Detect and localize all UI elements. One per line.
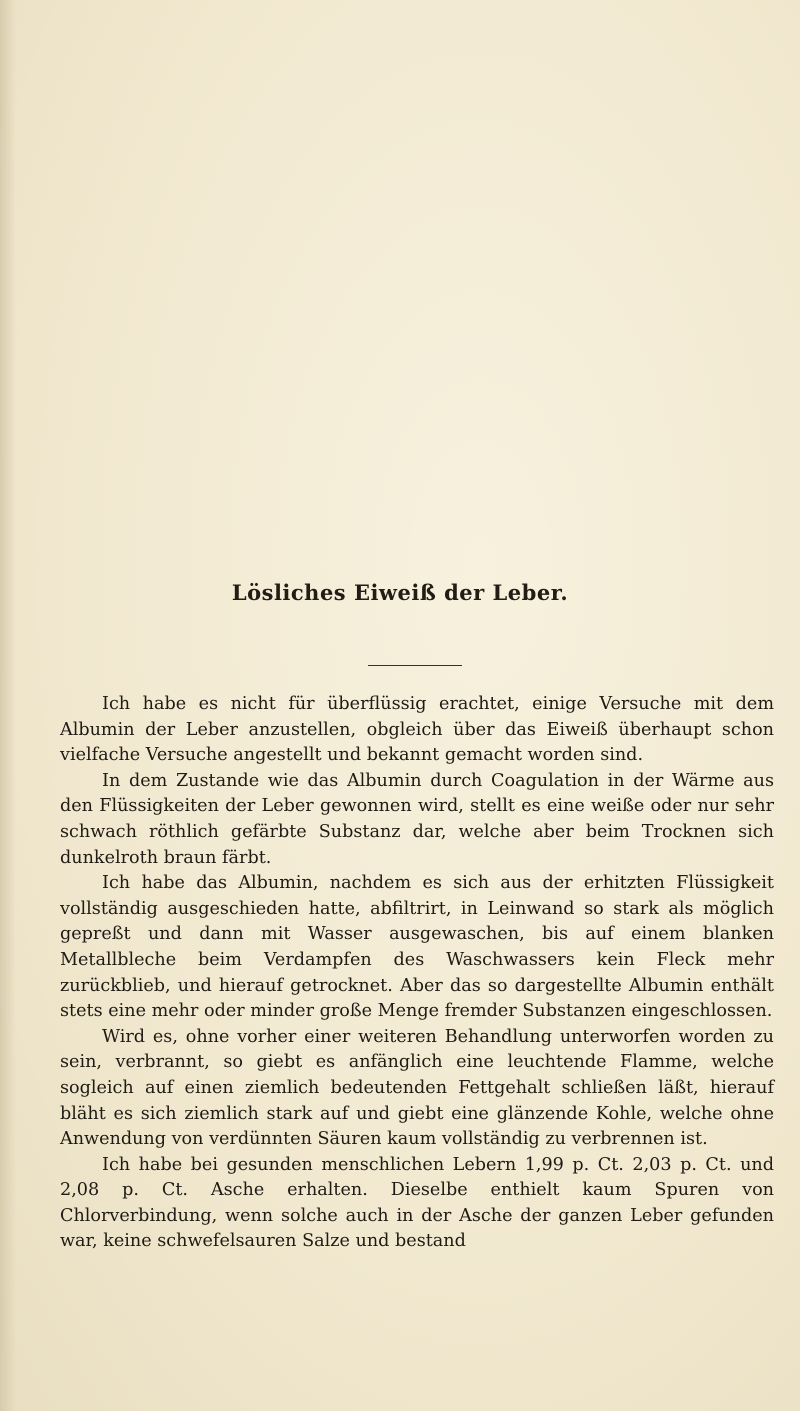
body-text bbox=[60, 692, 774, 1255]
page-gutter-shadow bbox=[0, 0, 16, 1411]
paragraph-3: Ich habe das Albumin, nachdem es sich aus der erhitzten Flüssigkeit vollständig ausgeschieden hatte, abfiltrirt, in Leinwand so stark als möglich gepreßt und dann mit Wasser ausgewaschen, bis auf einem blanken Metallbleche beim Verdampfen des Waschwassers kein Fleck mehr zurückblieb, und hierauf getrocknet. Aber das so dargestellte Albumin enthält stets eine mehr oder minder große Menge fremder Substanzen eingeschlossen. bbox=[60, 873, 774, 1022]
paragraph-2: In dem Zustande wie das Albumin durch Coagulation in der Wärme aus den Flüssigkeiten der Leber gewonnen wird, stellt es eine weiße oder nur sehr schwach röthlich gefärbte Substanz dar, welche aber beim Trocknen sich dunkelroth braun färbt. bbox=[60, 770, 774, 868]
title-rule bbox=[368, 665, 462, 666]
paragraph-5: Ich habe bei gesunden menschlichen Lebern 1,99 p. Ct. 2,03 p. Ct. und 2,08 p. Ct. Asche erhalten. Dieselbe enthielt kaum Spuren von Chlorverbindung, wenn solche auch in der Asche der ganzen Leber gefunden war, keine schwefelsauren Salze und bestand bbox=[60, 1154, 774, 1252]
paragraph-4: Wird es, ohne vorher einer weiteren Behandlung unterworfen worden zu sein, verbrannt, so giebt es anfänglich eine leuchtende Flamme, welche sogleich auf einen ziemlich bedeutenden Fettgehalt schließen läßt, hierauf bläht es sich ziemlich stark auf und giebt eine glänzende Kohle, welche ohne Anwendung von verdünnten Säuren kaum vollständig zu verbrennen ist. bbox=[60, 1026, 774, 1150]
paragraph-1: Ich habe es nicht für überflüssig erachtet, einige Versuche mit dem Albumin der Leber anzustellen, obgleich über das Eiweiß überhaupt schon vielfache Versuche angestellt und bekannt gemacht worden sind. bbox=[60, 694, 774, 766]
section-title: Lösliches Eiweiß der Leber. bbox=[231, 580, 569, 605]
